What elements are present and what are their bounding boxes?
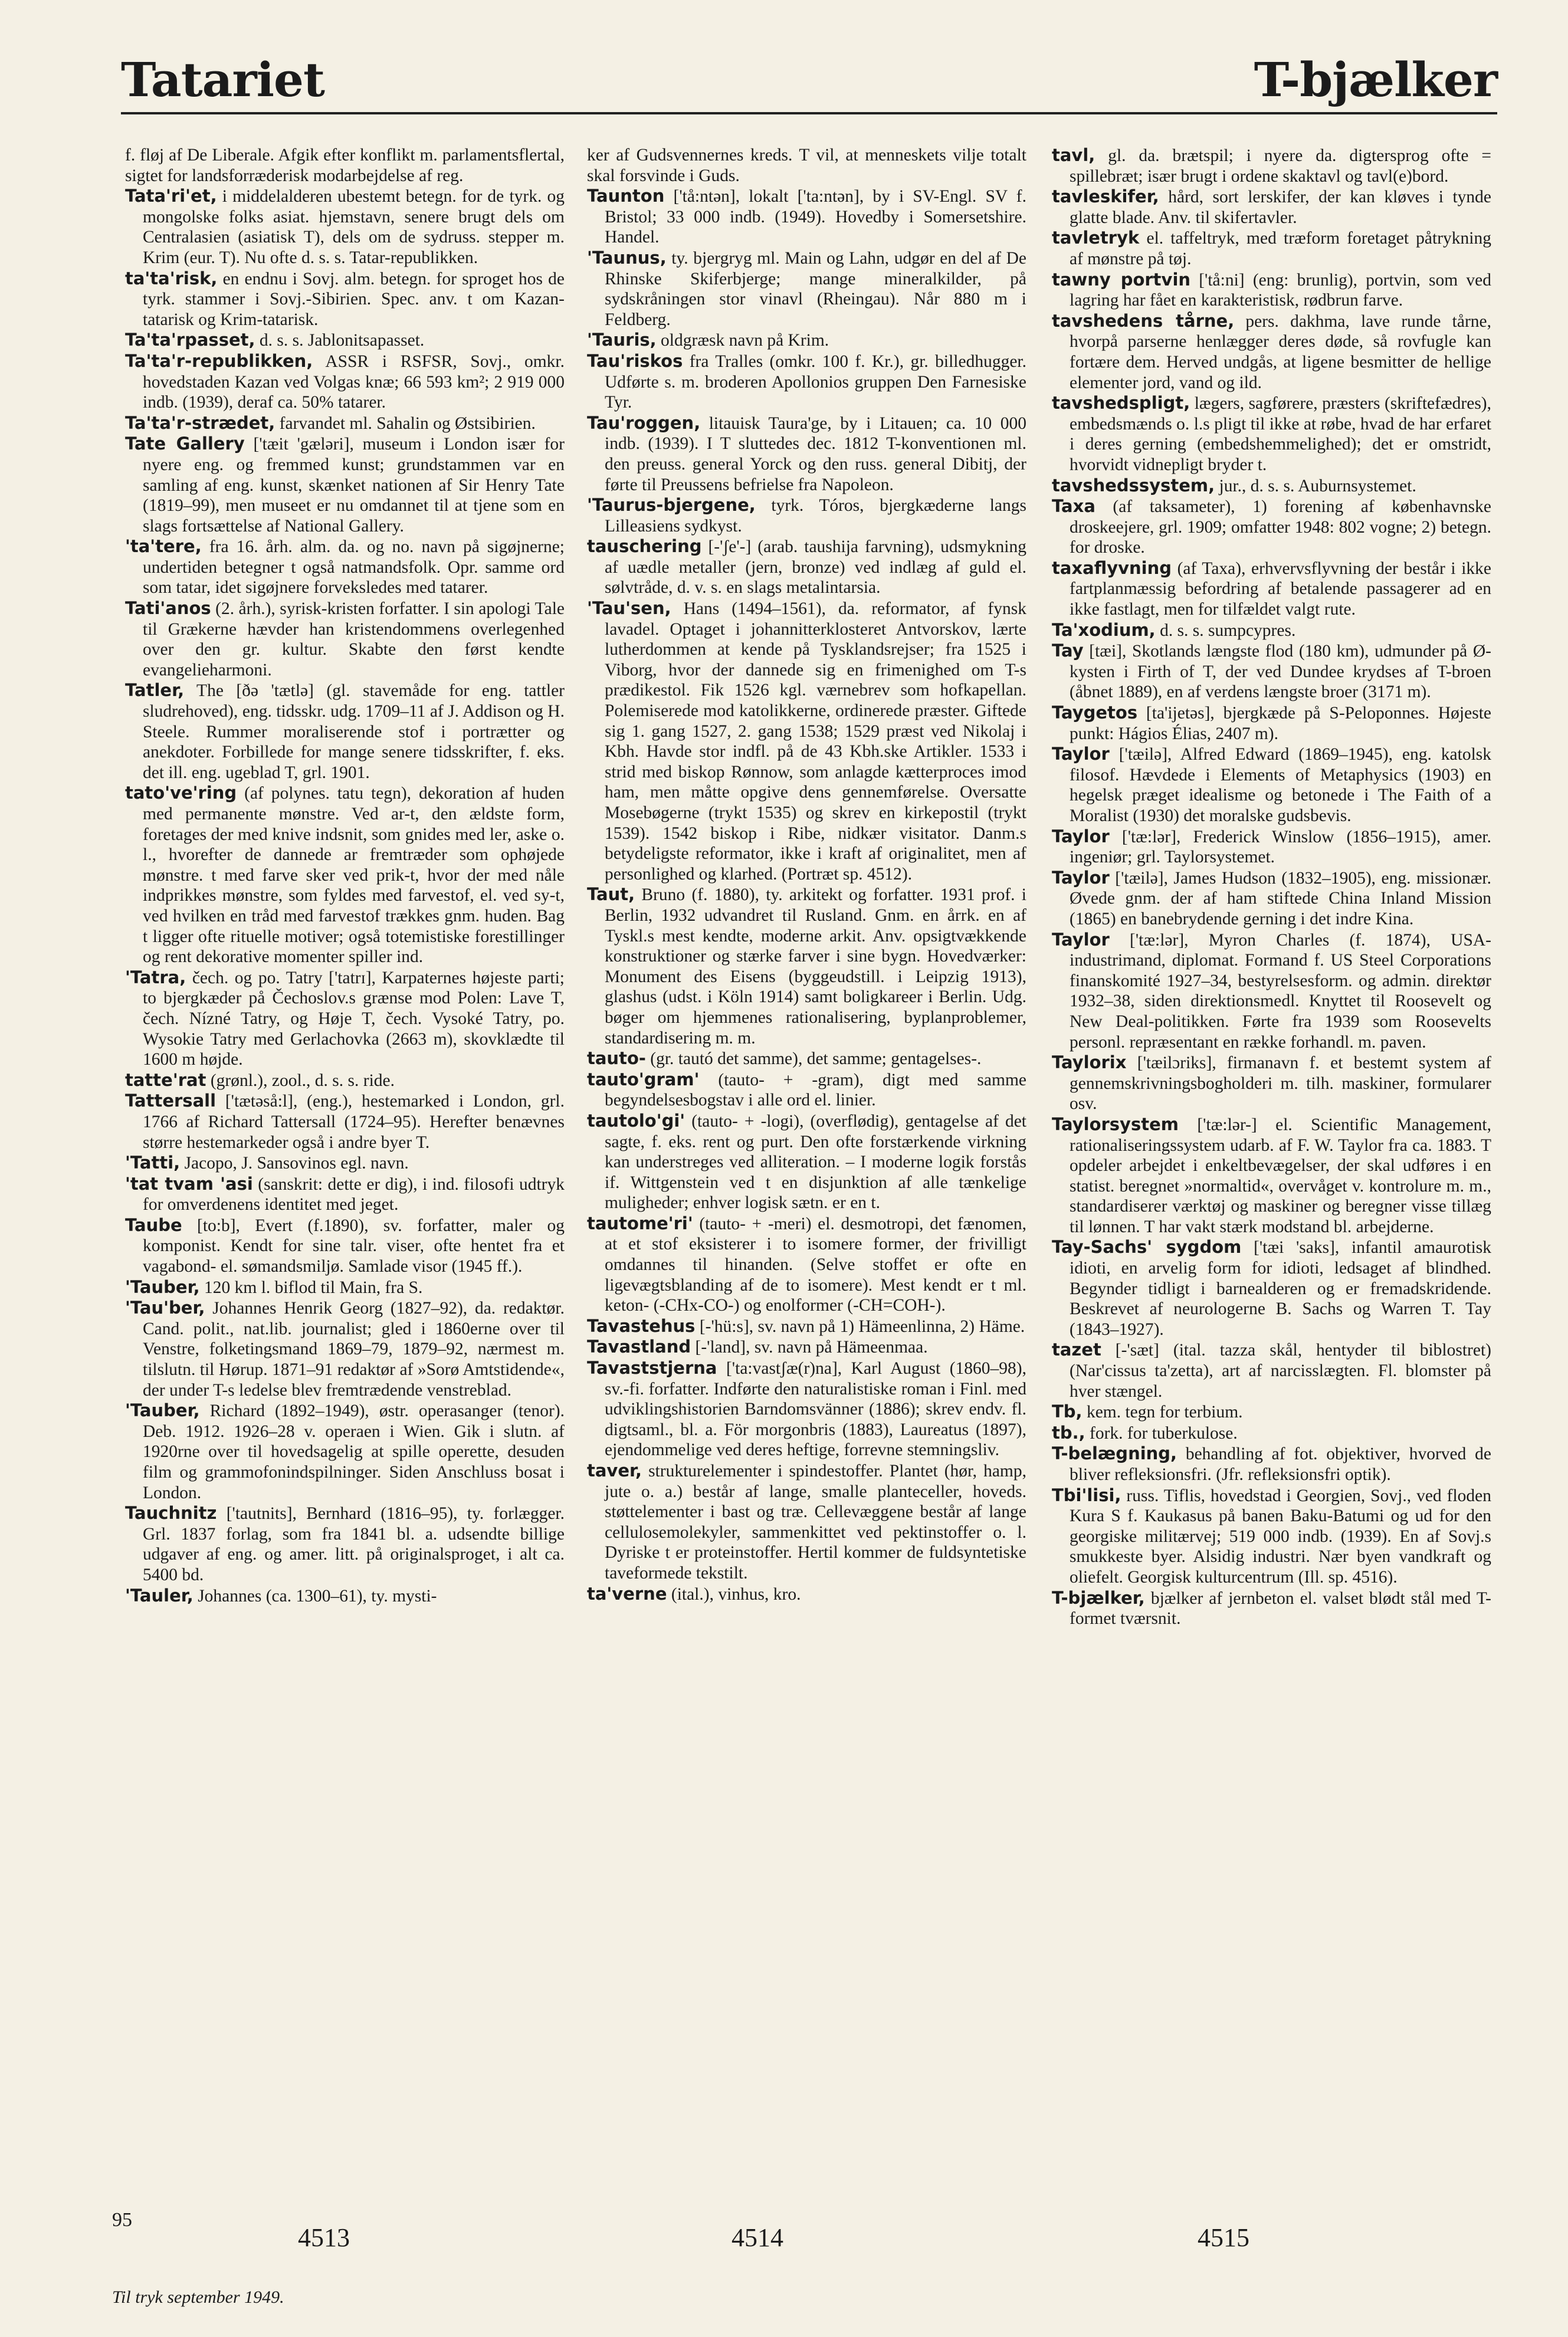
entry-definition: fork. for tuberkulose. bbox=[1085, 1423, 1238, 1443]
dictionary-entry bbox=[587, 248, 1026, 330]
entry-headword: tavletryk bbox=[1052, 228, 1140, 248]
entry-definition: 120 km l. biflod til Main, fra S. bbox=[199, 1278, 423, 1297]
entry-headword: tavshedspligt, bbox=[1052, 393, 1190, 413]
entry-definition: ASSR i RSFSR, Sovj., omkr. hovedstaden Kazan ved Volgas knæ; 66 593 km²; 2 919 000 indb. (1939), deraf ca. 50% tatarer. bbox=[143, 352, 565, 412]
entry-headword: Taygetos bbox=[1052, 703, 1138, 723]
header-rule bbox=[121, 112, 1497, 114]
dictionary-entry bbox=[587, 186, 1026, 248]
entry-definition: ty. bjergryg ml. Main og Lahn, udgør en del af De Rhinske Skiferbjerge; mange mineralkilder, på sydskråningen stor vinavl (Rheingau). Når 880 m i Feldberg. bbox=[605, 248, 1026, 329]
entry-headword: T-bjælker, bbox=[1052, 1587, 1145, 1608]
entry-headword: Tavastehus bbox=[587, 1315, 696, 1336]
entry-headword: Ta'ta'r-strædet, bbox=[125, 412, 275, 433]
entry-definition: čech. og po. Tatry ['tatrɪ], Karpaternes højeste parti; to bjergkæder på Čechoslov.s grænse mod Polen: Lave T, čech. Nízné Tatry, og Høje T, čech. Vysoké Tatry, po. Wysokie Tatry med Gerlachovka (2663 m), skovklædte til 1600 m højde. bbox=[143, 968, 565, 1069]
entry-definition: jur., d. s. s. Auburnsystemet. bbox=[1215, 476, 1416, 495]
dictionary-entry bbox=[587, 351, 1026, 413]
entry-headword: tautome'ri' bbox=[587, 1213, 693, 1233]
dictionary-entry bbox=[125, 268, 565, 330]
entry-definition: (2. årh.), syrisk-kristen forfatter. I sin apologi Tale til Grækerne hævder han kristendommens overlegenhed over den gr. kultur. Skabte den først kendte evangelieharmoni. bbox=[143, 599, 565, 680]
dictionary-entry bbox=[125, 1091, 565, 1153]
dictionary-entry bbox=[1052, 620, 1491, 641]
entry-definition: (af Taxa), erhvervsflyvning der består i ikke fartplanmæssig befordring af betalende passagerer ad en ikke fastlagt, men for tilfældet valgt rute. bbox=[1070, 559, 1491, 619]
entry-definition: kem. tegn for terbium. bbox=[1082, 1403, 1243, 1422]
entry-headword: tavleskifer, bbox=[1052, 186, 1159, 207]
entry-definition: bjælker af jernbeton el. valset blødt stål med T-formet tværsnit. bbox=[1070, 1588, 1491, 1629]
entry-headword: 'Tauler, bbox=[125, 1585, 193, 1606]
entry-definition: [tæi], Skotlands længste flod (180 km), udmunder på Ø-kysten i Firth of T, der ved Dundee krydses af T-broen (åbnet 1889), en af verdens længste broer (3171 m). bbox=[1070, 642, 1491, 702]
entry-definition: strukturelementer i spindestoffer. Plantet (hør, hamp, jute o. a.) består af lange, smalle planteceller, hoveds. støttelementer i bast og træ. Cellevæggene består af lange cellulosemolekyler, sammenkittet ved pektinstoffer o. l. Dyriske t er proteinstoffer. Hertil kommer de fuldsyntetiske taveformede tekstilt. bbox=[605, 1462, 1026, 1583]
dictionary-entry bbox=[1052, 826, 1491, 868]
entry-headword: tautolo'gi' bbox=[587, 1110, 685, 1131]
entry-definition: (sanskrit: dette er dig), i ind. filosofi udtryk for omverdenens identitet med jeget. bbox=[143, 1174, 565, 1215]
entry-headword: 'Taurus-bjergene, bbox=[587, 495, 756, 516]
entry-headword: taver, bbox=[587, 1460, 642, 1481]
entry-definition: gl. da. brætspil; i nyere da. digtersprog ofte = spillebræt; især brugt i ordene skaktavl og tavl(e)bord. bbox=[1070, 146, 1491, 186]
entry-definition: ['tæilə], James Hudson (1832–1905), eng. missionær. Øvede gnm. der af ham stiftede China Inland Mission (1865) en banebrydende gerning i det indre Kina. bbox=[1070, 868, 1491, 928]
entry-definition: tyrk. Tóros, bjergkæderne langs Lilleasiens sydkyst. bbox=[605, 496, 1026, 536]
entry-definition: (gr. tautó det samme), det samme; gentagelses-. bbox=[645, 1049, 982, 1069]
running-head-right: T-bjælker bbox=[1254, 52, 1497, 107]
entry-definition: The [ðə 'tætlə] (gl. stavemåde for eng. tattler sludrehoved), eng. tidsskr. udg. 1709–11 af J. Addison og H. Steele. Rummer moraliserende stof i portrætter og anekdoter. Forbillede for mange senere tidsskrifter, f. eks. det ill. eng. ugeblad T, grl. 1901. bbox=[143, 681, 565, 782]
entry-headword: Tate Gallery bbox=[125, 434, 245, 454]
entry-definition: Johannes Henrik Georg (1827–92), da. redaktør. Cand. polit., nat.lib. journalist; gled i 1860erne over til Venstre, folketingsmand 1869–79, 1879–92, nærmest m. tilslutn. til Hørup. 1871–91 redaktør af »Sorø Amtstidende«, der under T-s ledelse blev fremtrædende venstreblad. bbox=[143, 1299, 565, 1400]
dictionary-entry bbox=[125, 351, 565, 413]
dictionary-entry bbox=[125, 967, 565, 1070]
entry-definition: behandling af fot. objektiver, hvorved de bliver refleksionsfri. (Jfr. refleksionsfri optik). bbox=[1070, 1445, 1491, 1484]
entry-headword: Taunton bbox=[587, 186, 665, 206]
entry-definition: [-'hü:s], sv. navn på 1) Hämeenlinna, 2) Häme. bbox=[695, 1317, 1025, 1336]
entry-headword: tauschering bbox=[587, 536, 702, 557]
dictionary-entry bbox=[1052, 1485, 1491, 1588]
dictionary-entry bbox=[125, 680, 565, 783]
dictionary-entry bbox=[125, 145, 565, 186]
entry-headword: Ta'ta'r-republikken, bbox=[125, 350, 313, 371]
column-number-1: 4513 bbox=[298, 2223, 350, 2252]
entry-headword: Tay-Sachs' sygdom bbox=[1052, 1237, 1242, 1258]
entry-definition: ['tætəså:l], (eng.), hestemarked i London, grl. 1766 af Richard Tattersall (1724–95). Herefter benævnes større hestemarkeder også i andre byer T. bbox=[143, 1092, 565, 1152]
dictionary-entry bbox=[125, 1400, 565, 1503]
dictionary-entry bbox=[587, 1213, 1026, 1316]
entry-headword: Taube bbox=[125, 1215, 182, 1235]
entry-headword: tato've'ring bbox=[125, 783, 237, 803]
dictionary-entry bbox=[125, 1298, 565, 1400]
entry-headword: Taylorix bbox=[1052, 1052, 1127, 1073]
dictionary-entry bbox=[587, 884, 1026, 1048]
dictionary-entry bbox=[125, 186, 565, 268]
dictionary-entry bbox=[1052, 475, 1491, 497]
dictionary-entry bbox=[1052, 1052, 1491, 1114]
text-column-1 bbox=[125, 145, 565, 1606]
text-column-3 bbox=[1052, 145, 1491, 1629]
entry-headword: tavshedens tårne, bbox=[1052, 310, 1235, 331]
dictionary-entry bbox=[125, 413, 565, 434]
entry-definition: [-'sæt] (ital. tazza skål, hentyder til biblostret) (Nar'cissus ta'zetta), art af narcisslægten. Fl. blomster på hver stængel. bbox=[1070, 1341, 1491, 1401]
entry-definition: (tauto- + -logi), (overflødig), gentagelse af det sagte, f. eks. rent og purt. Den ofte forstærkende virkning kan understreges ved alliteration. – I moderne logik forstås if. Wittgenstein ved t en disjunktion af alle tænkelige muligheder; enhver logisk sætn. er en t. bbox=[605, 1111, 1026, 1213]
entry-headword: Tati'anos bbox=[125, 598, 211, 619]
dictionary-entry bbox=[125, 1215, 565, 1277]
column-number-3: 4515 bbox=[1198, 2223, 1249, 2252]
dictionary-entry bbox=[1052, 868, 1491, 930]
entry-definition: en endnu i Sovj. alm. betegn. for sproget hos de tyrk. stammer i Sovj.-Sibirien. Spec. anv. t om Kazan-tatarisk og Krim-tatarisk. bbox=[143, 269, 565, 329]
entry-definition: el. taffeltryk, med træform foretaget påtrykning af mønstre på tøj. bbox=[1070, 229, 1491, 268]
sheet-number: 95 bbox=[112, 2209, 132, 2231]
entry-definition: (af taksameter), 1) forening af københavnske droskeejere, grl. 1909; omfatter 1948: 802 vogne; 2) betegn. for droske. bbox=[1070, 497, 1491, 557]
dictionary-entry bbox=[125, 1503, 565, 1585]
entry-definition: oldgræsk navn på Krim. bbox=[656, 331, 829, 350]
entry-headword: Taylor bbox=[1052, 929, 1110, 950]
entry-headword: 'Taunus, bbox=[587, 247, 667, 268]
dictionary-entry bbox=[125, 783, 565, 967]
entry-headword: ta'verne bbox=[587, 1583, 667, 1604]
entry-definition: [ta'ijetəs], bjergkæde på S-Peloponnes. Højeste punkt: Hágios Élias, 2407 m). bbox=[1070, 704, 1491, 743]
entry-definition: d. s. s. sumpcypres. bbox=[1155, 621, 1296, 640]
entry-headword: Taylorsystem bbox=[1052, 1114, 1179, 1134]
dictionary-entry bbox=[1052, 703, 1491, 744]
entry-headword: Tata'ri'et, bbox=[125, 186, 217, 206]
entry-definition: (grønl.), zool., d. s. s. ride. bbox=[206, 1071, 395, 1090]
entry-headword: 'tat tvam 'asi bbox=[125, 1173, 253, 1194]
entry-definition: ['tæ:lər], Myron Charles (f. 1874), USA-industrimand, diplomat. Formand f. US Steel Corporations finanskomité 1927–34, bestyrelsesform. og admin. direktør 1932–38, siden direktionsmedl. Knyttet til Roosevelt og New Deal-politikken. Førte fra 1939 som Roosevelts personl. repræsentant en række forhandl. m. paven. bbox=[1070, 930, 1491, 1052]
dictionary-entry bbox=[1052, 311, 1491, 393]
entry-headword: Tau'riskos bbox=[587, 350, 683, 371]
entry-definition: ['tæilə], Alfred Edward (1869–1945), eng. katolsk filosof. Hævdede i Elements of Metaphysics (1903) en hegelsk præget idealisme og betonede i The Faith of a Moralist (1930) det moralske gudsbevis. bbox=[1070, 745, 1491, 825]
dictionary-entry bbox=[587, 413, 1026, 495]
dictionary-entry bbox=[125, 1153, 565, 1174]
column-number-2: 4514 bbox=[731, 2223, 783, 2252]
entry-definition: ['tå:ntən], lokalt ['ta:ntən], by i SV-Engl. SV f. Bristol; 33 000 indb. (1949). Hovedby i Somersetshire. Handel. bbox=[605, 187, 1026, 247]
dictionary-entry bbox=[125, 1586, 565, 1607]
entry-headword: tavl, bbox=[1052, 145, 1095, 165]
dictionary-entry bbox=[1052, 1401, 1491, 1423]
entry-headword: Ta'xodium, bbox=[1052, 619, 1156, 640]
dictionary-entry bbox=[1052, 744, 1491, 826]
entry-headword: 'Tauris, bbox=[587, 330, 657, 350]
entry-definition: Jacopo, J. Sansovinos egl. navn. bbox=[180, 1154, 409, 1173]
dictionary-entry bbox=[1052, 1237, 1491, 1340]
entry-definition: ['ta:vastʃæ(r)na], Karl August (1860–98), sv.-fi. forfatter. Indførte den naturalistiske roman i Finl. med udviklingshistorien Barndomsvänner (1886); skrev endv. fl. digtsaml., bl. a. För morgonbris (1883), Laureatus (1897), ejendommelige ved deres heftige, forrevne stemningsliv. bbox=[605, 1359, 1026, 1460]
entry-headword: 'Tatra, bbox=[125, 967, 186, 987]
entry-headword: ta'ta'risk, bbox=[125, 268, 218, 288]
dictionary-entry bbox=[1052, 270, 1491, 311]
entry-definition: fra 16. årh. alm. da. og no. navn på sigøjnerne; undertiden betegner t også natmandsfolk. Opr. samme ord som tatar, idet sigøjnere forveksledes med tatarer. bbox=[143, 537, 565, 598]
dictionary-entry bbox=[587, 1460, 1026, 1584]
text-column-2 bbox=[587, 145, 1026, 1604]
dictionary-entry bbox=[1052, 1340, 1491, 1401]
entry-definition: d. s. s. Jablonitsapasset. bbox=[255, 331, 425, 350]
entry-headword: Tatler, bbox=[125, 680, 185, 701]
entry-definition: farvandet ml. Sahalin og Østsibirien. bbox=[275, 413, 536, 433]
entry-definition: lægers, sagførere, præsters (skriftefædres), embedsmænds o. l.s pligt til ikke at røbe, hvad de har erfaret i deres gerning (embedshemmelighed); det er omstridt, hvorvidt vidnepligt bryder t. bbox=[1070, 394, 1491, 474]
dictionary-entry bbox=[587, 1584, 1026, 1605]
entry-headword: tauto- bbox=[587, 1048, 646, 1069]
dictionary-entry bbox=[125, 1174, 565, 1215]
entry-headword: Tavastland bbox=[587, 1337, 691, 1357]
dictionary-entry bbox=[1052, 393, 1491, 475]
dictionary-entry bbox=[587, 1358, 1026, 1460]
entry-definition: (tauto- + -gram), digt med samme begyndelsesbogstav i alle ord el. linier. bbox=[605, 1070, 1026, 1110]
entry-definition: (ital.), vinhus, kro. bbox=[667, 1584, 801, 1604]
entry-definition: (af polynes. tatu tegn), dekoration af huden med permanente mønstre. Ved ar-t, den ældste form, foretages der med knive indsnit, som gnides med ler, aske o. l., hvorefter de dannede ar fremtræder som ophøjede mønstre. t med farve sker ved prik-t, hvor der med nåle indprikkes mønstre, som fyldes med farvestof, el. ved sy-t, ved hvilken en tråd med farvestof trækkes gnm. huden. Bag t ligger ofte rituelle motiver; også totemistiske forestillinger og rent dekorative momenter spiller ind. bbox=[143, 784, 565, 967]
dictionary-entry bbox=[125, 536, 565, 598]
entry-headword: T-belægning, bbox=[1052, 1443, 1177, 1464]
entry-definition: ['tæit 'gæləri], museum i London især for nyere eng. og fremmed kunst; grundstammen var en samling af eng. kunst, skænket nationen af Sir Henry Tate (1819–99), men museet er nu omdannet til at tjene som en slags fortsættelse af National Gallery. bbox=[143, 435, 565, 536]
entry-headword: 'Tatti, bbox=[125, 1153, 181, 1173]
dictionary-entry bbox=[587, 1048, 1026, 1069]
entry-headword: Ta'ta'rpasset, bbox=[125, 330, 255, 350]
dictionary-entry bbox=[125, 598, 565, 680]
entry-headword: tb., bbox=[1052, 1422, 1085, 1443]
entry-definition: (tauto- + -meri) el. desmotropi, det fænomen, at et stof eksisterer i to isomere former, der frivilligt omdannes til hinanden. (Selve stoffet er ofte en ligevægtsblanding af de to isomere). Mest kendt er t ml. keton- (-CHx-CO-) og enolformer (-CH=COH-). bbox=[605, 1214, 1026, 1315]
dictionary-entry bbox=[125, 1070, 565, 1091]
dictionary-entry bbox=[587, 495, 1026, 536]
entry-definition: ['tæ:lər], Frederick Winslow (1856–1915), amer. ingeniør; grl. Taylorsystemet. bbox=[1070, 827, 1491, 867]
dictionary-entry bbox=[1052, 496, 1491, 558]
entry-definition: ['tæilɔriks], firmanavn f. et bestemt system af gennemskrivningsbogholderi m. tilh. maskiner, formularer osv. bbox=[1070, 1053, 1491, 1114]
dictionary-entry bbox=[1052, 145, 1491, 186]
dictionary-entry bbox=[1052, 1588, 1491, 1629]
entry-headword: taxaflyvning bbox=[1052, 557, 1172, 578]
dictionary-entry bbox=[125, 434, 565, 536]
entry-headword: Tb, bbox=[1052, 1401, 1082, 1422]
entry-definition: ['tæi 'saks], infantil amaurotisk idioti, en arvelig form for idioti, ledsaget af blindhed. Begynder tidligt i barnealderen og er fremadskridende. Beskrevet af neurologerne B. Sachs og Warren T. Tay (1843–1927). bbox=[1070, 1238, 1492, 1339]
dictionary-entry bbox=[587, 1069, 1026, 1111]
entry-headword: tavshedssystem, bbox=[1052, 475, 1215, 495]
dictionary-entry bbox=[1052, 1443, 1491, 1485]
dictionary-entry bbox=[125, 330, 565, 351]
dictionary-entry bbox=[587, 330, 1026, 351]
dictionary-entry bbox=[587, 1337, 1026, 1358]
entry-definition: [to:b], Evert (f.1890), sv. forfatter, maler og komponist. Kendt for sine talr. viser, ofte hentet fra et vagabond- el. sømandsmiljø. Samlade visor (1945 ff.). bbox=[143, 1216, 565, 1276]
entry-headword: 'Tauber, bbox=[125, 1276, 200, 1297]
entry-headword: Taylor bbox=[1052, 826, 1110, 846]
entry-headword: 'ta'tere, bbox=[125, 536, 202, 557]
entry-headword: Tattersall bbox=[125, 1091, 216, 1111]
entry-headword: Taylor bbox=[1052, 867, 1110, 888]
entry-headword: Tavaststjerna bbox=[587, 1358, 717, 1378]
dictionary-entry bbox=[1052, 558, 1491, 620]
entry-headword: tazet bbox=[1052, 1340, 1101, 1360]
dictionary-entry bbox=[1052, 930, 1491, 1053]
entry-definition: fra Tralles (omkr. 100 f. Kr.), gr. billedhugger. Udførte s. m. broderen Apollonios gruppen Den Farnesiske Tyr. bbox=[605, 352, 1026, 412]
entry-headword: 'Tau'sen, bbox=[587, 598, 671, 619]
dictionary-entry bbox=[587, 536, 1026, 598]
dictionary-entry bbox=[1052, 1114, 1491, 1238]
entry-headword: 'Tau'ber, bbox=[125, 1298, 205, 1318]
print-note: Til tryk september 1949. bbox=[112, 2287, 284, 2307]
dictionary-entry bbox=[1052, 228, 1491, 269]
dictionary-entry bbox=[125, 1277, 565, 1298]
dictionary-entry bbox=[587, 145, 1026, 186]
entry-definition: Richard (1892–1949), østr. operasanger (tenor). Deb. 1912. 1926–28 v. operaen i Wien. Gik i slutn. af 1920rne over til hovedsagelig at spille operette, desuden film og grammofonindspilninger. Siden Anschluss bosat i London. bbox=[143, 1401, 565, 1502]
entry-definition: Johannes (ca. 1300–61), ty. mysti- bbox=[193, 1586, 437, 1606]
entry-headword: 'Tauber, bbox=[125, 1400, 200, 1421]
entry-headword: Taut, bbox=[587, 884, 635, 905]
entry-definition: Hans (1494–1561), da. reformator, af fynsk lavadel. Optaget i johannitterklosteret Antvorskov, lærte lutherdommen at kende på Tysklandsrejser; fra 1525 i Viborg, hvor der dannede sig en frimenighed om T-s prædikestol. Fik 1526 kgl. værnebrev som hofkapellan. Polemiserede mod katolikkerne, ordinerede præster. Giftede sig 1. gang 1527, 2. gang 1538; 1529 præst ved Nikolaj i Kbh. Havde stor indfl. på de 43 Kbh.ske Artikler. 1533 i strid med biskop Rønnow, som anlagde kætterproces imod ham, men måtte opgive dens gennemførelse. Oversatte Mosebøgerne (trykt 1535) og skrev en kirkepostil (trykt 1539). 1542 biskop i Ribe, nidkær visitator. Danm.s betydeligste reformator, ikke i kraft af originalitet, men af personlighed og klarhed. (Portræt sp. 4512). bbox=[605, 599, 1026, 884]
entry-definition: russ. Tiflis, hovedstad i Georgien, Sovj., ved floden Kura S f. Kaukasus på banen Baku-Batumi og ud for den georgiske militærvej; 519 000 indb. (1939). En af Sovj.s smukkeste byer. Alsidig industri. Nær byen vandkraft og oliefelt. Georgisk kulturcentrum (Ill. sp. 4516). bbox=[1070, 1486, 1491, 1587]
entry-headword: Tauchnitz bbox=[125, 1503, 217, 1524]
entry-headword: tauto'gram' bbox=[587, 1069, 700, 1089]
entry-definition: hård, sort lerskifer, der kan kløves i tynde glatte blade. Anv. til skifertavler. bbox=[1070, 188, 1491, 227]
entry-definition: f. fløj af De Liberale. Afgik efter konflikt m. parlamentsflertal, sigtet for landsforræderisk modarbejdelse af reg. bbox=[125, 146, 565, 185]
dictionary-entry bbox=[587, 1111, 1026, 1213]
entry-definition: pers. dakhma, lave runde tårne, hvorpå parserne henlægger deres døde, så rovfugle kan fortære dem. Herved undgås, at ligene besmitter de hellige elementer jord, vand og ild. bbox=[1070, 311, 1492, 392]
entry-headword: Tay bbox=[1052, 641, 1084, 661]
running-head-left: Tatariet bbox=[121, 52, 324, 107]
entry-headword: Tbi'lisi, bbox=[1052, 1485, 1121, 1505]
entry-headword: Taylor bbox=[1052, 744, 1110, 764]
entry-definition: ['tå:ni] (eng: brunlig), portvin, som ved lagring har fået en karakteristisk, rødbrun farve. bbox=[1070, 270, 1491, 310]
dictionary-entry bbox=[1052, 186, 1491, 228]
entry-headword: Tau'roggen, bbox=[587, 412, 701, 433]
entry-headword: Taxa bbox=[1052, 496, 1095, 517]
entry-definition: litauisk Taura'ge, by i Litauen; ca. 10 000 indb. (1939). I T sluttedes dec. 1812 T-konventionen ml. den preuss. general Yorck og den russ. general Dibitj, der førte til Preussens befrielse fra Napoleon. bbox=[605, 413, 1026, 494]
dictionary-entry bbox=[1052, 641, 1491, 703]
entry-headword: tatte'rat bbox=[125, 1069, 206, 1090]
entry-definition: ['tæ:lər-] el. Scientific Management, rationaliseringssystem udarb. af F. W. Taylor fra ca. 1883. T opdeler arbejdet i enkeltbevægelser, der skal udføres i en statist. beregnet »normaltid«, overvåget v. kontrolure m. m., standardiserer værktøj og maskiner og beregner visse tillæg til lønnen. T har vakt stærk modstand bl. arbejderne. bbox=[1070, 1115, 1491, 1236]
entry-definition: ker af Gudsvennernes kreds. T vil, at menneskets vilje totalt skal forsvinde i Guds. bbox=[587, 146, 1026, 185]
entry-headword: tawny portvin bbox=[1052, 269, 1191, 290]
entry-definition: ['tautnits], Bernhard (1816–95), ty. forlægger. Grl. 1837 forlag, som fra 1841 bl. a. udsendte billige udgaver af eng. og amer. litt. på originalsproget, i alt ca. 5400 bd. bbox=[143, 1504, 565, 1584]
entry-definition: [-'land], sv. navn på Hämeenmaa. bbox=[691, 1338, 928, 1357]
dictionary-entry bbox=[587, 1316, 1026, 1337]
dictionary-entry bbox=[1052, 1423, 1491, 1444]
dictionary-entry bbox=[587, 598, 1026, 884]
entry-definition: [-'ʃe'-] (arab. taushija farvning), udsmykning af uædle metaller (jern, bronze) ved indlæg af guld el. sølvtråde, d. v. s. en slags metalintarsia. bbox=[605, 537, 1026, 598]
entry-definition: Bruno (f. 1880), ty. arkitekt og forfatter. 1931 prof. i Berlin, 1932 udvandret til Rusland. Gnm. en årrk. en af Tyskl.s mest kendte, moderne arkit. Anv. opsigtvækkende konstruktioner og stærke farver i sine bygn. Hovedværker: Monument des Eisens (byggeudstill. i Leipzig 1913), glashus (udst. i Köln 1914) samt boligkareer i Berlin. Udg. bøger om hjemmenes rationalisering, byplanproblemer, standardisering m. m. bbox=[605, 885, 1026, 1048]
entry-definition: i middelalderen ubestemt betegn. for de tyrk. og mongolske folks asiat. hjemstavn, senere brugt dels om Centralasien (asiatisk T), dels om de sydruss. stepper m. Krim (eur. T). Nu ofte d. s. s. Tatar-republikken. bbox=[143, 187, 565, 267]
